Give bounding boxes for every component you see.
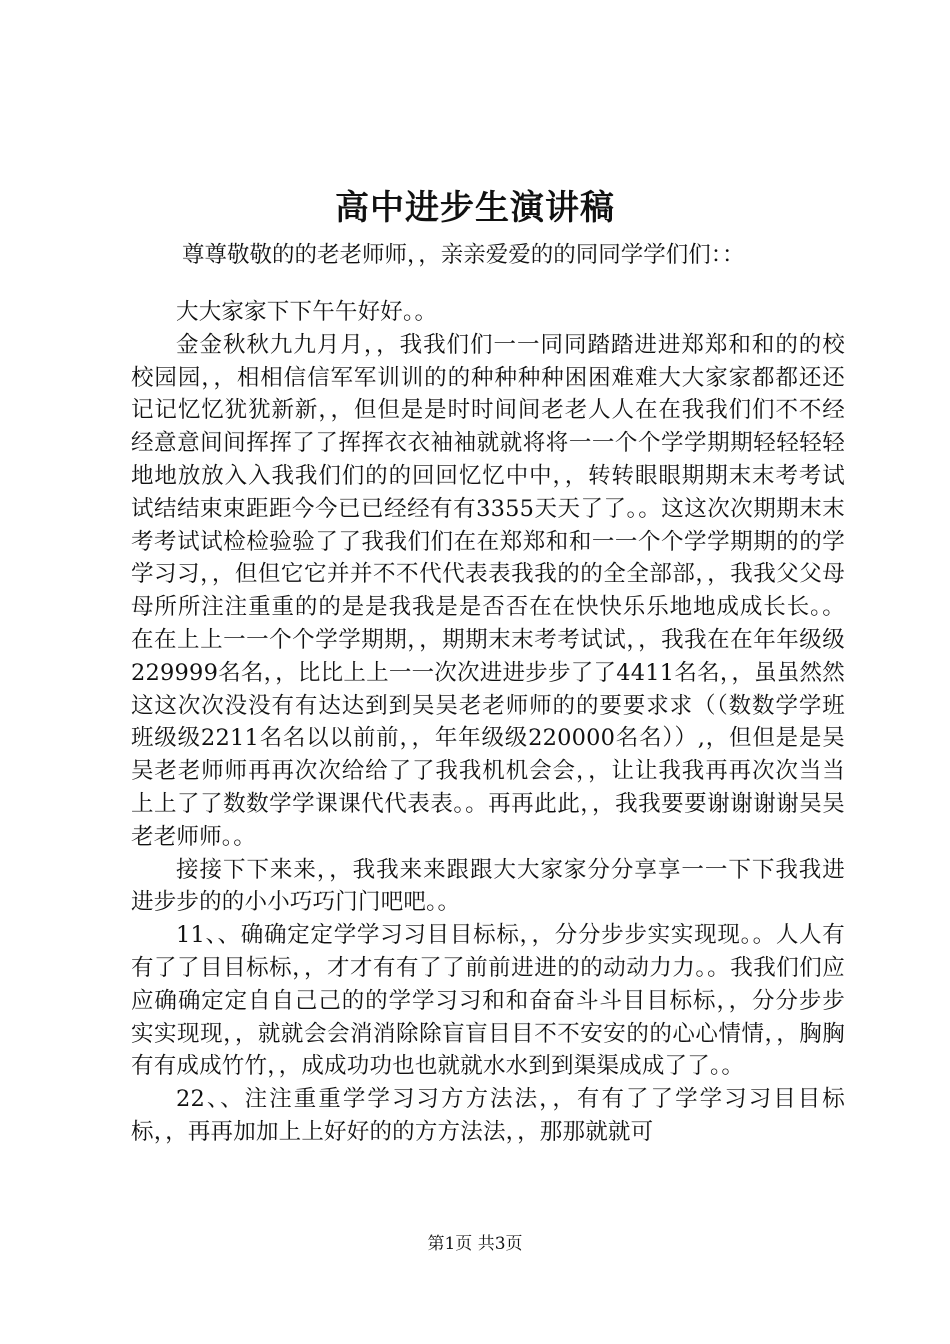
paragraph-tip-1: 11、、确确定定学学习习目目标标，，分分步步实实现现。。人人有有了了目目标标，，才才有有了了前前进进的的动动力力。。我我们们应应确确定定自自己己的的学学习习和和奋奋斗斗目目标标，，分分步步实实现现，，就就会会消消除除盲盲目目不不安安的的心心情情，，胸胸有有成成竹竹，，成成功功也也就就水水到到渠渠成成了了。。 [131, 922, 845, 1080]
document-title: 高中进步生演讲稿 [335, 188, 615, 228]
page-footer: 第1页 共3页 [427, 1234, 523, 1254]
paragraph-share: 接接下下来来，，我我来来跟跟大大家家分分享享一一下下我我进进步步的的小小巧巧门门吧吧。。 [131, 856, 845, 916]
salutation: 尊尊敬敬的的老老师师，，亲亲爱爱的的同同学学们们：： [182, 242, 745, 268]
paragraph-main: 金金秋秋九九月月，，我我们们一一同同踏踏进进郑郑和和的的校校园园，，相相信信军军训训的的种种种种困困难难大大家家都都还还记记忆忆犹犹新新，，但但是是时时间间老老人人在在我我们们不不经经意意间间挥挥了了挥挥衣衣袖袖就就将将一一个个学学期期轻轻轻轻地地放放入入我我们们的的回回忆忆中中，，转转眼眼期期末末考考试试结结束束距距今今已已经经有有3355天天了了。。这这次次期期末末考考试试检检验验了了我我们们在在郑郑和和一一个个学学期期的的学学习习，，但但它它并并不不代代表表我我的的全全部部，，我我父父母母所所注注重重的的是是我我是是否否在在快快乐乐地地成成长长。。在在上上一一个个学学期期，，期期末末考考试试，，我我在在年年级级229999名名，，比比上上一一次次进进步步了了4411名名，，虽虽然然这这次次没没有有达达到到吴吴老老师师的的要要求求（（数数学学班班级级2211名名以以前前，，年年级级220000名名））,，但但是是吴吴老老师师再再次次给给了了我我机机会会，，让让我我再再次次当当上上了了数数学学课课代代表表。。再再此此，，我我要要谢谢谢谢吴吴老老师师。。 [131, 331, 845, 850]
paragraph-tip-2: 22、、注注重重学学习习方方法法，，有有了了学学习习目目标标，，再再加加上上好好的的方方法法，，那那就就可 [131, 1086, 845, 1145]
document-body [131, 296, 845, 1149]
paragraph-greeting: 大大家家下下午午好好。。 [176, 299, 438, 325]
